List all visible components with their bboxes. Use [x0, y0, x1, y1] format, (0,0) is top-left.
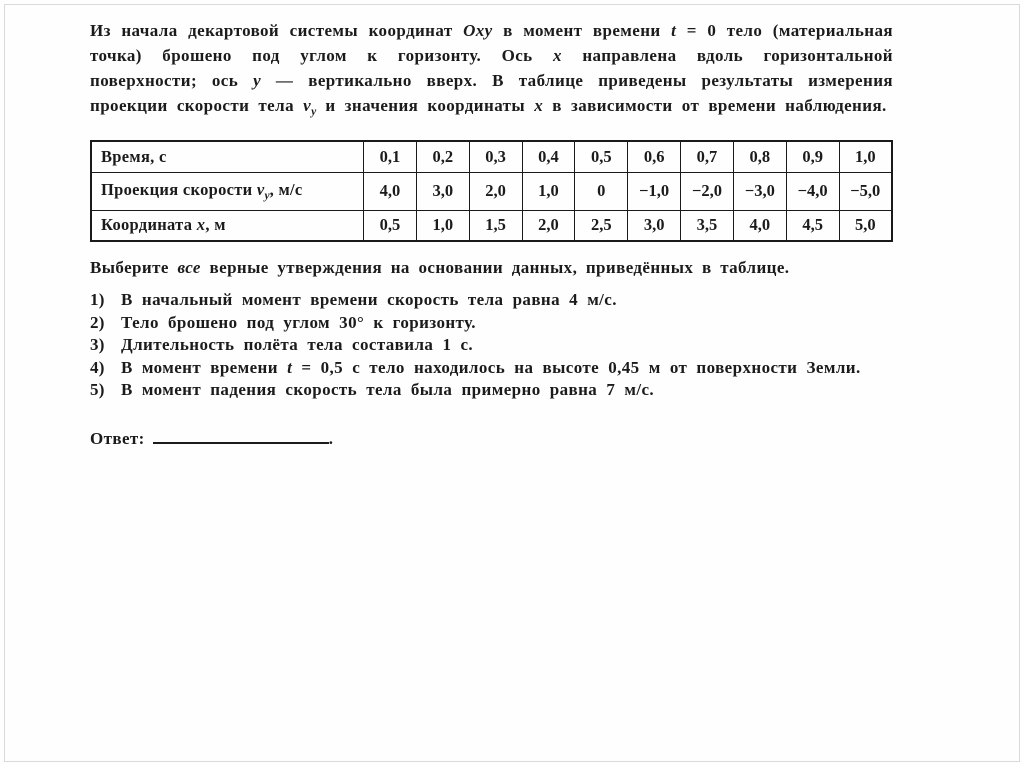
table-cell: 0,6 — [628, 141, 681, 172]
instruction-text — [90, 255, 893, 280]
table-cell: 3,0 — [628, 210, 681, 241]
text-segment: = 0,5 с тело находилось на высоте 0,45 м от поверхности Земли. — [292, 357, 861, 377]
answer-row — [90, 428, 893, 449]
table-cell: 0,5 — [364, 210, 417, 241]
text-segment: y — [253, 71, 262, 90]
table-cell: 0,1 — [364, 141, 417, 172]
table-cell: 0,7 — [681, 141, 734, 172]
table-cell: 3,5 — [681, 210, 734, 241]
table-cell: 1,0 — [522, 172, 575, 210]
table-cell: 0,4 — [522, 141, 575, 172]
answer-label: Ответ: — [90, 428, 145, 448]
text-segment: в момент времени — [492, 21, 672, 40]
table-cell: 1,0 — [839, 141, 892, 172]
statement-text — [121, 357, 893, 380]
text-segment: Координата — [101, 215, 197, 235]
text-segment: x — [196, 215, 206, 235]
table-cell: 2,0 — [522, 210, 575, 241]
text-segment: все — [177, 258, 201, 277]
problem-text — [90, 18, 893, 125]
text-segment: , м — [205, 215, 226, 235]
table-row-coordinate — [91, 210, 892, 241]
table-cell: −2,0 — [681, 172, 734, 210]
statement-number: 5) — [90, 380, 105, 399]
text-segment: t — [287, 357, 293, 377]
text-segment: v — [256, 180, 265, 199]
table-cell: 1,0 — [416, 210, 469, 241]
table-cell: −5,0 — [839, 172, 892, 210]
text-segment: x — [534, 96, 544, 115]
statement-text — [121, 379, 893, 402]
text-segment: = 0 тело (материальная точка) брошено под углом к горизонту. Ось — [90, 21, 893, 65]
answer-period: . — [328, 428, 334, 448]
table-cell: 0,5 — [575, 141, 628, 172]
statements-list — [90, 289, 893, 402]
statement-item-4 — [90, 357, 893, 380]
table-cell: 3,0 — [416, 172, 469, 210]
text-segment: Oxy — [463, 21, 493, 40]
statement-item-5 — [90, 379, 893, 402]
table-row-velocity — [91, 172, 892, 210]
statement-item-1 — [90, 289, 893, 312]
table-cell: 4,5 — [786, 210, 839, 241]
text-segment: — вертикально вверх. В таблице приведены результаты измерения проекции скорости тела — [90, 71, 893, 115]
table-cell: 2,0 — [469, 172, 522, 210]
text-segment: Выберите — [90, 258, 178, 277]
text-segment: t — [671, 21, 677, 40]
table-cell: 0 — [575, 172, 628, 210]
row-header-time — [91, 141, 364, 172]
table-cell: 4,0 — [364, 172, 417, 210]
table-cell: 1,5 — [469, 210, 522, 241]
text-segment: и значения координаты — [316, 96, 535, 115]
statement-number: 3) — [90, 335, 105, 354]
text-segment: в зависимости от времени наблюдения. — [543, 96, 887, 115]
statement-text — [121, 289, 893, 312]
text-segment: Из начала декартовой системы координат — [90, 21, 464, 40]
text-segment: В начальный момент времени скорость тела равна 4 м/с. — [121, 290, 617, 309]
table-cell: 2,5 — [575, 210, 628, 241]
measurements-table — [90, 140, 893, 242]
row-header-velocity — [91, 172, 364, 210]
table-cell: −1,0 — [628, 172, 681, 210]
text-segment: , м/с — [269, 180, 303, 199]
table-cell: 5,0 — [839, 210, 892, 241]
statement-item-3 — [90, 334, 893, 357]
table-cell: 0,8 — [733, 141, 786, 172]
text-segment: v — [303, 96, 312, 115]
statement-item-2 — [90, 312, 893, 335]
table-cell: −3,0 — [733, 172, 786, 210]
text-segment: Тело брошено под углом 30° к горизонту. — [121, 312, 476, 332]
table-cell: 0,2 — [416, 141, 469, 172]
text-segment: Длительность полёта тела составила 1 с. — [121, 335, 474, 354]
text-segment: y — [311, 106, 317, 118]
text-segment: x — [552, 46, 562, 65]
statement-text — [121, 334, 893, 357]
statement-number: 4) — [90, 357, 105, 377]
text-segment: В момент падения скорость тела была примерно равна 7 м/с. — [121, 380, 655, 399]
table-row-time — [91, 141, 892, 172]
content-area — [90, 18, 893, 449]
text-segment: y — [264, 190, 270, 202]
text-segment: Проекция скорости — [101, 180, 257, 199]
table-cell: 0,3 — [469, 141, 522, 172]
answer-blank-line — [153, 428, 329, 444]
text-segment: Время, с — [101, 146, 167, 166]
text-segment: верные утверждения на основании данных, приведённых в таблице. — [200, 258, 790, 277]
table-cell: −4,0 — [786, 172, 839, 210]
text-segment: В момент времени — [121, 357, 288, 377]
table-cell: 4,0 — [733, 210, 786, 241]
statement-number: 2) — [90, 312, 105, 332]
text-segment: направлена вдоль горизонтальной поверхности; ось — [90, 46, 893, 90]
statement-number: 1) — [90, 290, 105, 309]
table-cell: 0,9 — [786, 141, 839, 172]
statement-text — [121, 312, 893, 335]
row-header-coordinate — [91, 210, 364, 241]
